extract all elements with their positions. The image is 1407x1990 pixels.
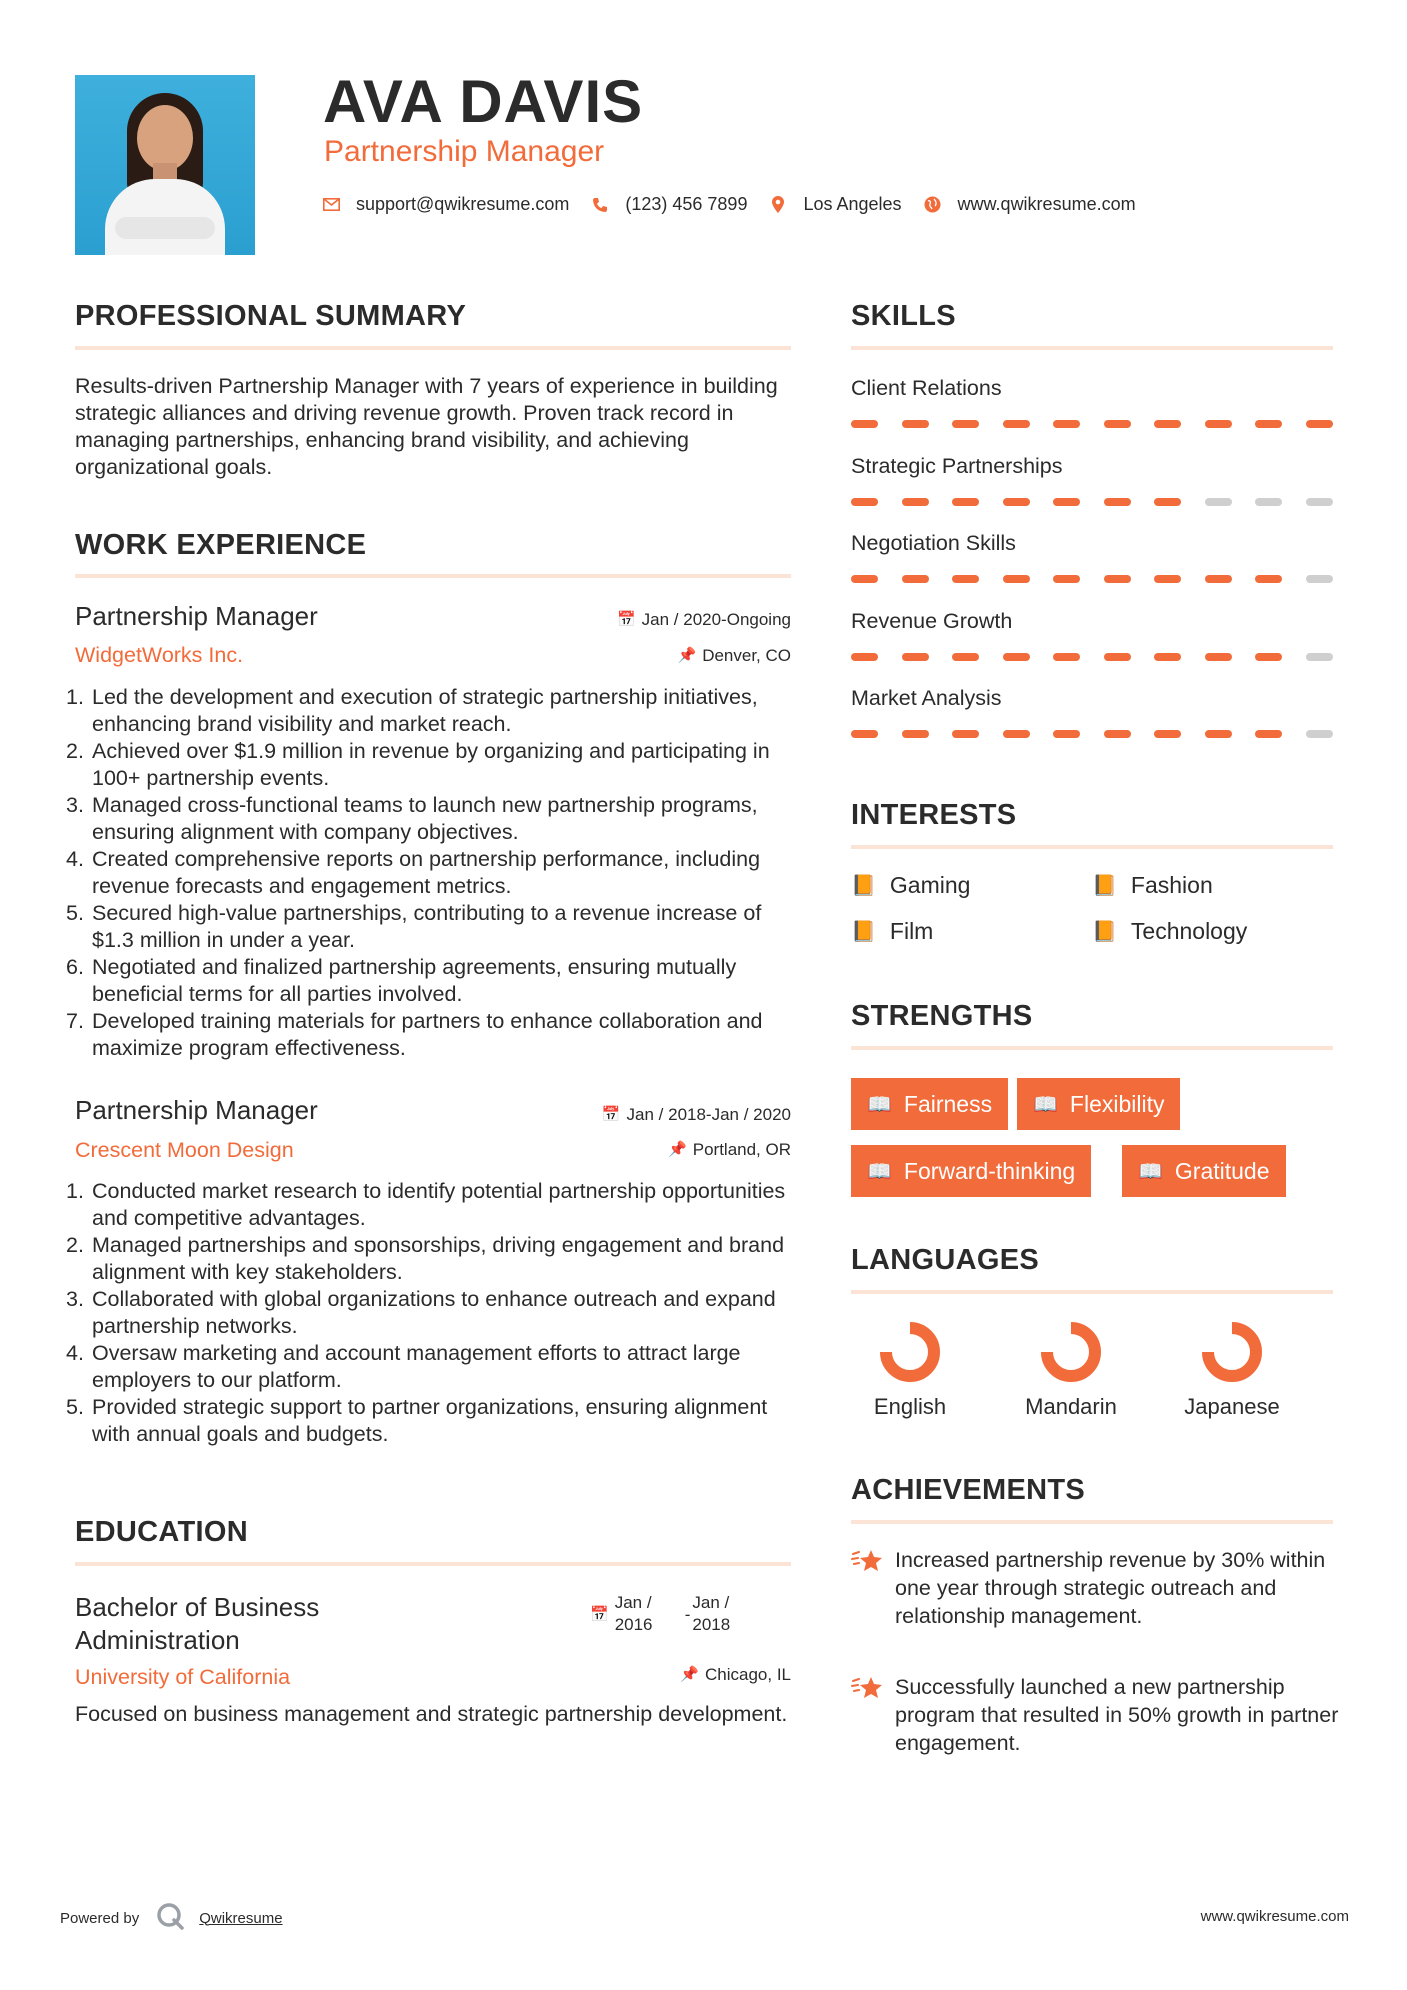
job-2-company: Crescent Moon Design xyxy=(75,1138,294,1162)
star-icon xyxy=(851,1546,895,1630)
footer-powered-by: Powered by Qwikresume xyxy=(60,1901,283,1935)
skill-segment xyxy=(1053,730,1080,738)
strengths-divider xyxy=(851,1046,1333,1050)
experience-divider xyxy=(75,574,791,578)
skill-level-bar xyxy=(851,420,1333,428)
book-icon: 📖 xyxy=(1138,1160,1163,1183)
book-icon: 📖 xyxy=(867,1160,892,1183)
skill-segment xyxy=(1255,420,1282,428)
qwikresume-link[interactable]: Qwikresume xyxy=(199,1909,283,1927)
skill-segment xyxy=(1154,575,1181,583)
summary-divider xyxy=(75,346,791,350)
skill-segment xyxy=(1104,730,1131,738)
skill-segment xyxy=(952,730,979,738)
language-mandarin: Mandarin xyxy=(1011,1320,1131,1420)
skill-segment xyxy=(902,498,929,506)
list-item: 6. Negotiated and finalized partnership agreements, ensuring mutually beneficial terms for all parties involved. xyxy=(66,955,737,1006)
skill-segment xyxy=(851,420,878,428)
job-1-bullets xyxy=(66,684,796,1062)
education-dates: 📅 Jan / 2016 - Jan / 2018 xyxy=(590,1593,731,1634)
list-item: 1. Conducted market research to identify potential partnership opportunities and competitive advantages. xyxy=(66,1179,786,1230)
summary-heading: PROFESSIONAL SUMMARY xyxy=(75,300,467,332)
school-name: University of California xyxy=(75,1665,291,1689)
phone-icon xyxy=(591,197,609,213)
qwikresume-logo-icon xyxy=(155,1901,185,1935)
skill-segment xyxy=(1205,420,1232,428)
skill-segment xyxy=(902,420,929,428)
summary-text: Results-driven Partnership Manager with 7 years of experience in building strategic alliances and driving revenue growth. Proven track record in managing partnerships, enhancing brand visibility, and achieving organizational goals. xyxy=(75,374,778,479)
languages-heading: LANGUAGES xyxy=(851,1244,1039,1276)
skill-segment xyxy=(952,653,979,661)
book-icon: 📙 xyxy=(1092,874,1117,897)
list-item: 2. Achieved over $1.9 million in revenue by organizing and participating in 100+ partnership events. xyxy=(66,739,770,790)
skill-segment xyxy=(1104,420,1131,428)
profile-photo xyxy=(75,75,255,255)
skill-segment xyxy=(1306,653,1333,661)
skill-segment xyxy=(952,498,979,506)
skill-segment xyxy=(952,575,979,583)
pushpin-icon: 📌 xyxy=(680,1666,699,1683)
skills-divider xyxy=(851,346,1333,350)
education-location: 📌 Chicago, IL xyxy=(680,1665,791,1684)
pushpin-icon: 📌 xyxy=(668,1141,687,1158)
job-1-title: Partnership Manager xyxy=(75,601,318,631)
skill-segment xyxy=(1003,653,1030,661)
experience-heading: WORK EXPERIENCE xyxy=(75,529,367,561)
pushpin-icon: 📌 xyxy=(677,647,697,664)
skill-segment xyxy=(1154,730,1181,738)
list-item: 7. Developed training materials for partners to enhance collaboration and maximize program effectiveness. xyxy=(66,1009,763,1060)
book-icon: 📙 xyxy=(851,920,876,943)
skill-label: Market Analysis xyxy=(851,686,1002,710)
skill-segment xyxy=(1306,730,1333,738)
achievement-item: Successfully launched a new partnership program that resulted in 50% growth in partner engagement. xyxy=(851,1673,1341,1757)
skill-segment xyxy=(1306,575,1333,583)
skill-segment xyxy=(1053,420,1080,428)
strength-tag: 📖 Fairness xyxy=(851,1078,1008,1130)
skill-segment xyxy=(952,420,979,428)
contact-location: Los Angeles xyxy=(769,194,901,215)
skill-segment xyxy=(1003,575,1030,583)
calendar-icon: 📅 xyxy=(616,611,636,628)
interests-divider xyxy=(851,845,1333,849)
list-item: 4. Oversaw marketing and account management efforts to attract large employers to our platform. xyxy=(66,1341,741,1392)
skill-segment xyxy=(1053,653,1080,661)
skill-segment xyxy=(1104,498,1131,506)
skill-label: Client Relations xyxy=(851,376,1002,400)
skill-segment xyxy=(1104,575,1131,583)
candidate-name: AVA DAVIS xyxy=(323,68,644,135)
skill-segment xyxy=(1003,420,1030,428)
skill-segment xyxy=(1306,498,1333,506)
job-2-bullets xyxy=(66,1178,796,1448)
skill-segment xyxy=(902,653,929,661)
skill-segment xyxy=(851,730,878,738)
interest-gaming: 📙 Gaming xyxy=(851,872,971,898)
calendar-icon: 📅 xyxy=(590,1606,609,1623)
list-item: 5. Secured high-value partnerships, contributing to a revenue increase of $1.3 million in under a year. xyxy=(66,901,762,952)
strength-tag: 📖 Gratitude xyxy=(1122,1145,1286,1197)
skill-segment xyxy=(1205,730,1232,738)
skill-segment xyxy=(1154,420,1181,428)
education-divider xyxy=(75,1562,791,1566)
interests-heading: INTERESTS xyxy=(851,799,1017,831)
skill-segment xyxy=(902,730,929,738)
contact-email[interactable]: support@qwikresume.com xyxy=(322,194,569,215)
skill-label: Strategic Partnerships xyxy=(851,453,1063,478)
job-2-title: Partnership Manager xyxy=(75,1095,318,1125)
skill-segment xyxy=(1205,653,1232,661)
skill-level-bar xyxy=(851,653,1333,661)
skill-segment xyxy=(1255,730,1282,738)
skill-segment xyxy=(1255,653,1282,661)
degree-title: Bachelor of Business Administration xyxy=(75,1592,320,1655)
book-icon: 📖 xyxy=(1033,1093,1058,1116)
interest-film: 📙 Film xyxy=(851,918,934,944)
skill-segment xyxy=(1205,575,1232,583)
list-item: 2. Managed partnerships and sponsorships, driving engagement and brand alignment with key stakeholders. xyxy=(66,1233,785,1284)
skill-segment xyxy=(1154,653,1181,661)
skill-level-bar xyxy=(851,730,1333,738)
skill-segment xyxy=(851,498,878,506)
list-item: 4. Created comprehensive reports on partnership performance, including revenue forecasts and engagement metrics. xyxy=(66,847,761,898)
job-1-location: 📌 Denver, CO xyxy=(677,646,791,665)
skill-segment xyxy=(1053,575,1080,583)
language-japanese: Japanese xyxy=(1172,1320,1292,1420)
job-2-location: 📌 Portland, OR xyxy=(668,1140,791,1159)
language-english: English xyxy=(850,1320,970,1420)
contact-bar xyxy=(322,194,1158,215)
language-level-ring xyxy=(1200,1320,1264,1384)
job-1-dates: 📅 Jan / 2020-Ongoing xyxy=(616,610,791,629)
languages-divider xyxy=(851,1290,1333,1294)
skill-level-bar xyxy=(851,575,1333,583)
list-item: 3. Managed cross-functional teams to launch new partnership programs, ensuring alignment with company objectives. xyxy=(66,793,758,844)
strengths-heading: STRENGTHS xyxy=(851,1000,1033,1032)
book-icon: 📙 xyxy=(851,874,876,897)
skill-label: Negotiation Skills xyxy=(851,531,1016,555)
skill-segment xyxy=(1003,498,1030,506)
education-heading: EDUCATION xyxy=(75,1516,248,1548)
skill-level-bar xyxy=(851,498,1333,506)
calendar-icon: 📅 xyxy=(601,1106,621,1123)
education-description: Focused on business management and strategic partnership development. xyxy=(75,1702,788,1726)
contact-website[interactable]: www.qwikresume.com xyxy=(924,194,1136,215)
language-level-ring xyxy=(878,1320,942,1384)
skill-segment xyxy=(1003,730,1030,738)
skill-segment xyxy=(1255,498,1282,506)
skill-segment xyxy=(851,575,878,583)
achievements-divider xyxy=(851,1520,1333,1524)
candidate-title: Partnership Manager xyxy=(324,135,605,168)
interest-fashion: 📙 Fashion xyxy=(1092,872,1213,898)
skill-label: Revenue Growth xyxy=(851,608,1013,633)
skill-segment xyxy=(902,575,929,583)
skill-segment xyxy=(1104,653,1131,661)
job-1-company: WidgetWorks Inc. xyxy=(75,643,244,667)
skill-segment xyxy=(851,653,878,661)
interest-technology: 📙 Technology xyxy=(1092,918,1248,944)
globe-icon xyxy=(924,196,942,213)
list-item: 3. Collaborated with global organizations to enhance outreach and expand partnership networks. xyxy=(66,1287,776,1338)
achievement-item: Increased partnership revenue by 30% within one year through strategic outreach and relationship management. xyxy=(851,1546,1341,1630)
skill-segment xyxy=(1306,420,1333,428)
strength-tag: 📖 Forward-thinking xyxy=(851,1145,1091,1197)
contact-phone[interactable]: (123) 456 7899 xyxy=(591,194,747,215)
star-icon xyxy=(851,1673,895,1757)
job-2-dates: 📅 Jan / 2018-Jan / 2020 xyxy=(601,1105,791,1124)
map-pin-icon xyxy=(769,196,787,213)
book-icon: 📙 xyxy=(1092,920,1117,943)
list-item: 5. Provided strategic support to partner organizations, ensuring alignment with annual goals and budgets. xyxy=(66,1395,768,1446)
skill-segment xyxy=(1255,575,1282,583)
skill-segment xyxy=(1205,498,1232,506)
list-item: 1. Led the development and execution of strategic partnership initiatives, enhancing brand visibility and market reach. xyxy=(66,685,758,736)
language-level-ring xyxy=(1039,1320,1103,1384)
footer-website[interactable]: www.qwikresume.com xyxy=(1200,1908,1349,1925)
strength-tag: 📖 Flexibility xyxy=(1017,1078,1180,1130)
skills-heading: SKILLS xyxy=(851,300,956,332)
achievements-heading: ACHIEVEMENTS xyxy=(851,1474,1086,1506)
skill-segment xyxy=(1053,498,1080,506)
skill-segment xyxy=(1154,498,1181,506)
book-icon: 📖 xyxy=(867,1093,892,1116)
envelope-icon xyxy=(322,198,340,211)
